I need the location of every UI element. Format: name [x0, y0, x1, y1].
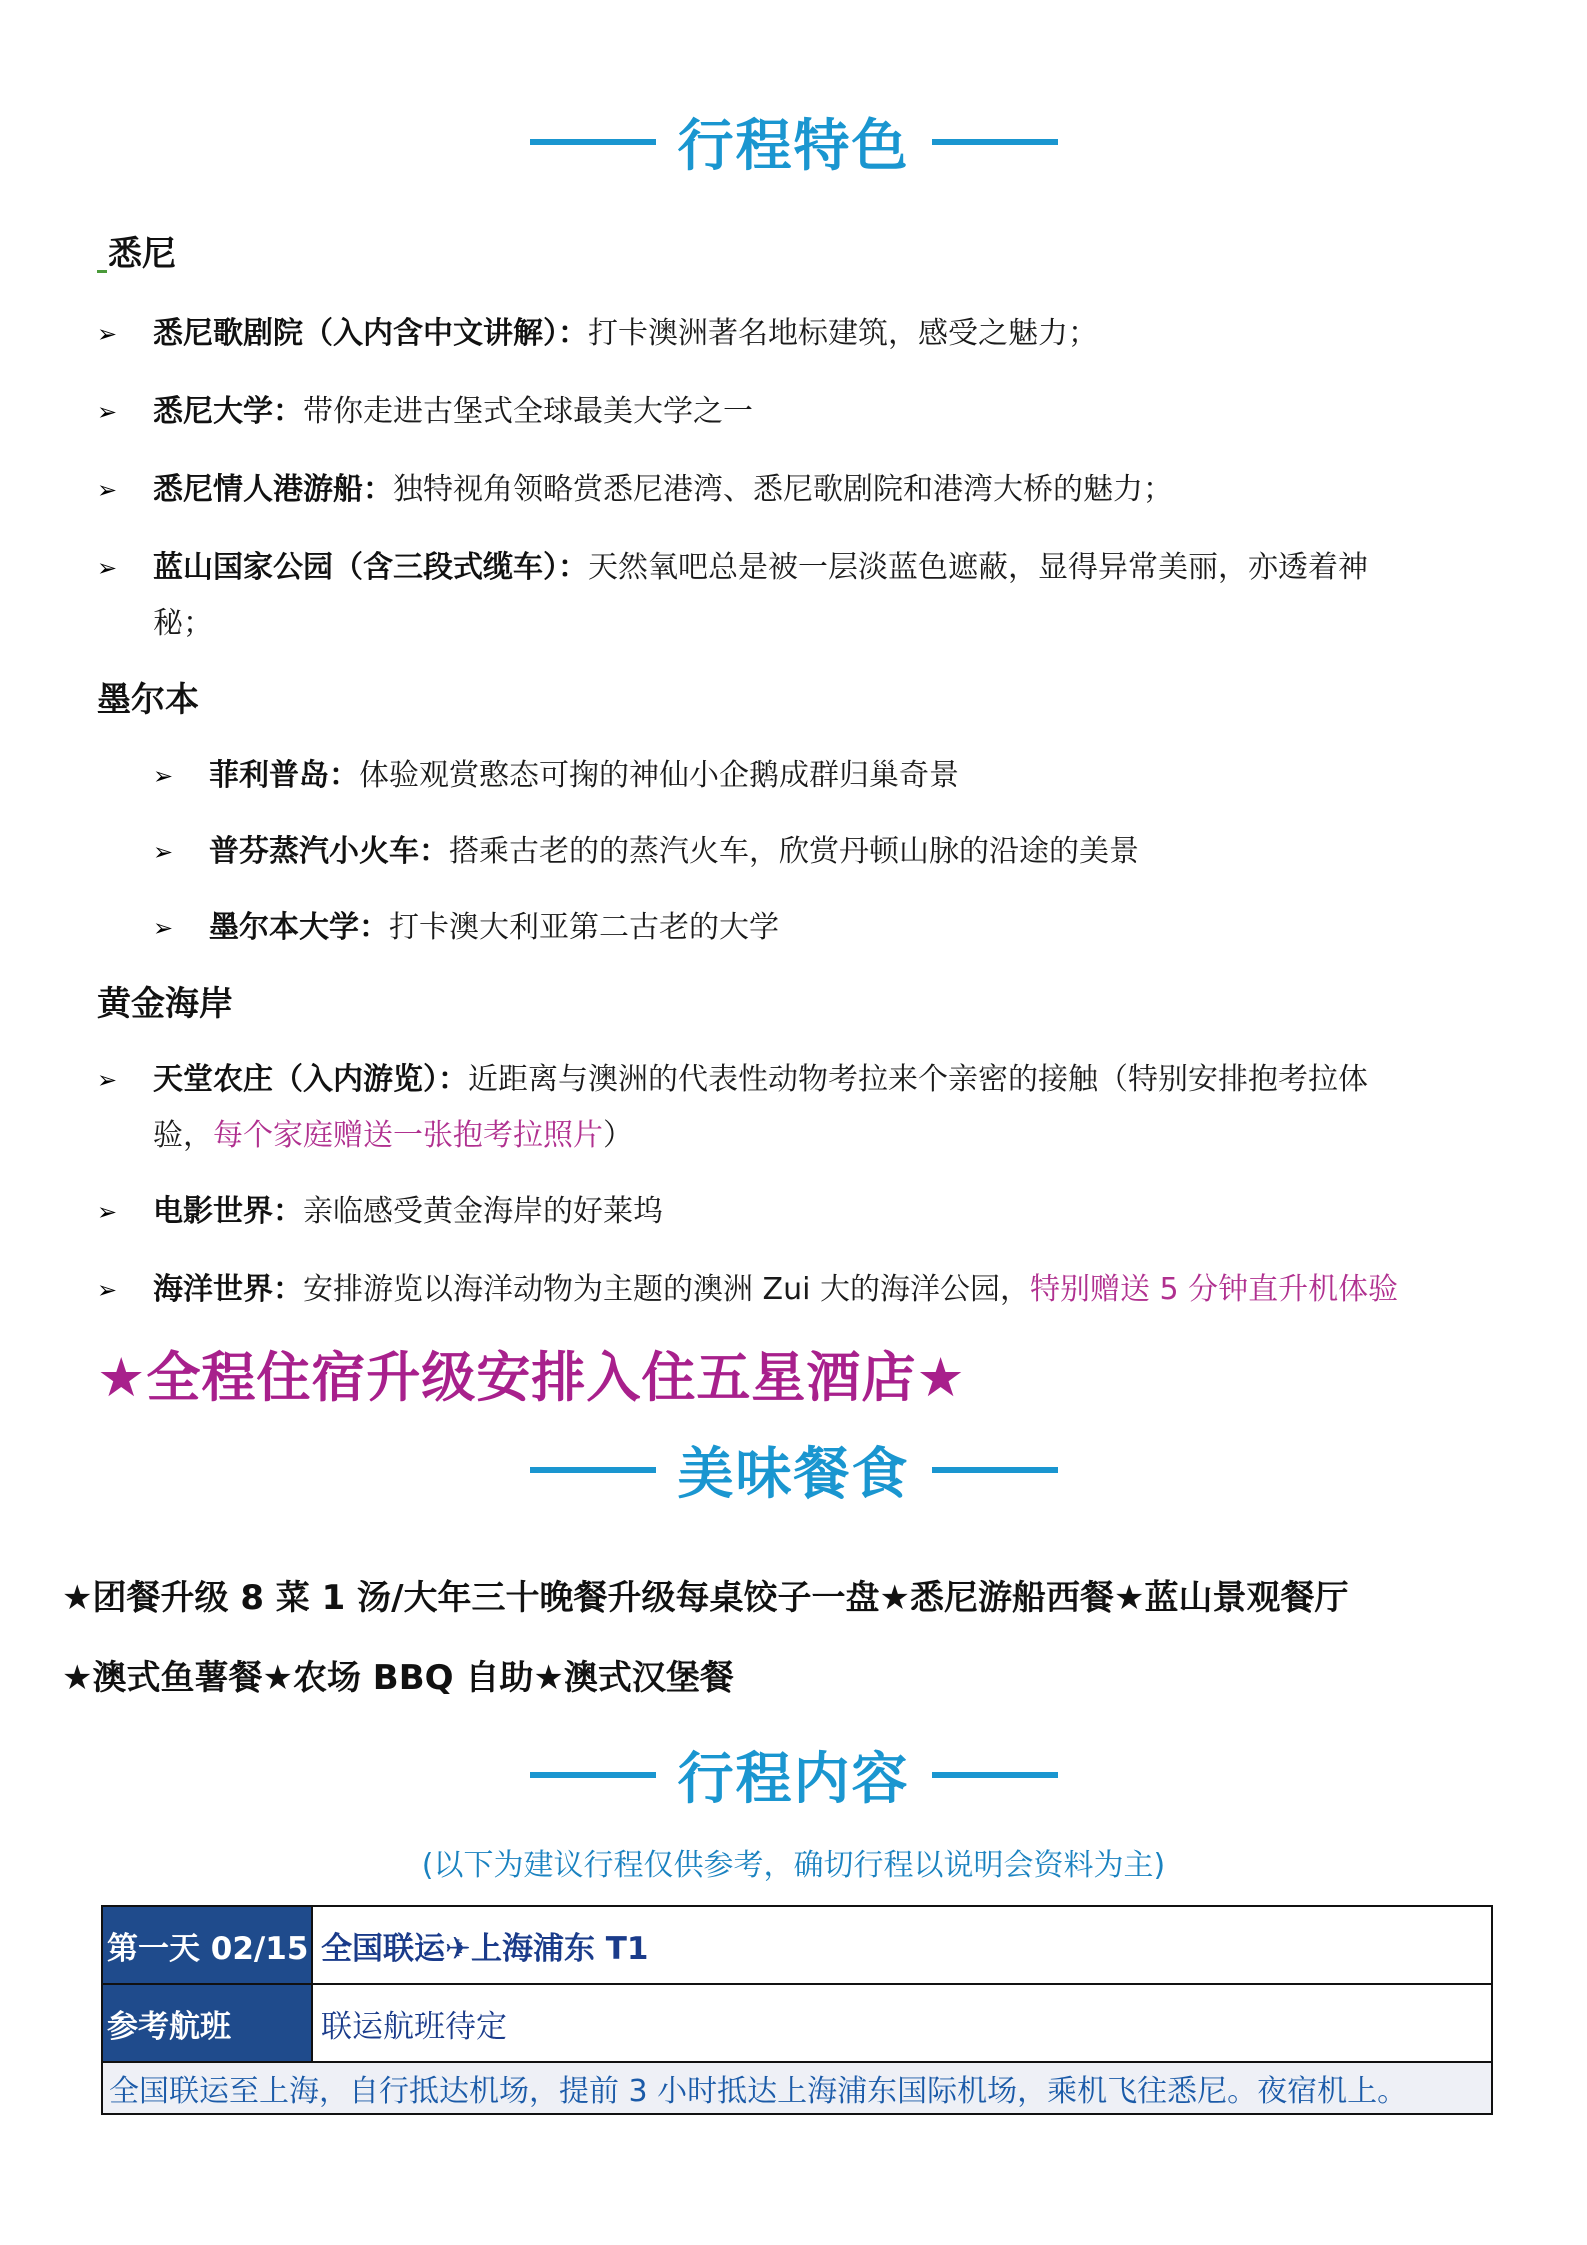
arrow-bullet-icon: ➢ — [97, 476, 118, 504]
item-bold: 悉尼歌剧院（入内含中文讲解）： — [153, 316, 588, 351]
item-bold: 天堂农庄（入内游览）： — [153, 1062, 468, 1097]
arrow-bullet-icon: ➢ — [97, 320, 118, 348]
list-item — [97, 462, 1517, 518]
item-text: 体验观赏憨态可掬的神仙小企鹅成群归巢奇景 — [359, 758, 959, 793]
list-item — [97, 384, 1517, 440]
list-item — [153, 748, 1513, 804]
item-bold: 墨尔本大学： — [209, 910, 389, 945]
hotel-banner: ★全程住宿升级安排入住五星酒店★ — [97, 1346, 966, 1409]
arrow-bullet-icon: ➢ — [97, 1066, 118, 1094]
day-label: 第一天 02/15 — [103, 1907, 311, 1983]
item-text: 打卡澳洲著名地标建筑，感受之魅力； — [588, 316, 1098, 351]
item-text: 验， — [153, 1118, 213, 1153]
heading-line-right — [932, 1772, 1058, 1778]
item-text: 亲临感受黄金海岸的好莱坞 — [303, 1194, 663, 1229]
arrow-bullet-icon: ➢ — [97, 554, 118, 582]
city-title-sydney: 悉尼 — [108, 234, 176, 274]
table-row — [103, 1985, 1491, 2063]
item-bold: 蓝山国家公园（含三段式缆车）： — [153, 550, 588, 585]
meals-line-1: ★团餐升级 8 菜 1 汤/大年三十晚餐升级每桌饺子一盘★悉尼游船西餐★蓝山景观餐厅 — [62, 1578, 1349, 1618]
day-route: 全国联运✈上海浦东 T1 — [311, 1907, 1491, 1983]
list-item — [153, 824, 1513, 880]
item-text: 带你走进古堡式全球最美大学之一 — [303, 394, 753, 429]
city-title-goldcoast: 黄金海岸 — [97, 984, 233, 1024]
heading-line-left — [530, 139, 656, 145]
list-item — [97, 306, 1517, 362]
features-heading-title: 行程特色 — [677, 114, 910, 179]
arrow-bullet-icon: ➢ — [97, 1276, 118, 1304]
arrow-bullet-icon: ➢ — [153, 914, 174, 942]
gift-highlight: 每个家庭赠送一张抱考拉照片 — [213, 1118, 603, 1153]
item-text-continued — [153, 1108, 633, 1164]
item-text-continued: 秘； — [153, 606, 213, 641]
heading-line-right — [932, 139, 1058, 145]
list-item — [97, 540, 1517, 652]
arrow-bullet-icon: ➢ — [97, 398, 118, 426]
item-bold: 电影世界： — [153, 1194, 303, 1229]
meals-heading — [0, 1430, 1587, 1510]
flight-value: 联运航班待定 — [311, 1985, 1491, 2061]
table-row — [103, 2063, 1491, 2113]
list-item — [97, 1184, 1517, 1240]
flight-label: 参考航班 — [103, 1985, 311, 2061]
itinerary-heading — [0, 1735, 1587, 1815]
arrow-bullet-icon: ➢ — [153, 838, 174, 866]
item-text: 安排游览以海洋动物为主题的澳洲 Zui 大的海洋公园， — [303, 1272, 1030, 1307]
heading-line-left — [530, 1772, 656, 1778]
item-bold: 菲利普岛： — [209, 758, 359, 793]
itinerary-heading-title: 行程内容 — [677, 1747, 910, 1812]
item-text: 搭乘古老的的蒸汽火车，欣赏丹顿山脉的沿途的美景 — [449, 834, 1139, 869]
gift-highlight: 特别赠送 5 分钟直升机体验 — [1029, 1272, 1399, 1307]
item-bold: 普芬蒸汽小火车： — [209, 834, 449, 869]
list-item — [97, 1052, 1517, 1164]
item-text: 独特视角领略赏悉尼港湾、悉尼歌剧院和港湾大桥的魅力； — [393, 472, 1173, 507]
itinerary-note: (以下为建议行程仅供参考，确切行程以说明会资料为主) — [421, 1848, 1166, 1883]
heading-line-left — [530, 1467, 656, 1473]
arrow-bullet-icon: ➢ — [153, 762, 174, 790]
table-row — [103, 1907, 1491, 1985]
green-marker — [97, 270, 107, 273]
list-item — [153, 900, 1513, 956]
item-bold: 悉尼大学： — [153, 394, 303, 429]
day-description: 全国联运至上海，自行抵达机场，提前 3 小时抵达上海浦东国际机场，乘机飞往悉尼。夜宿机上。 — [109, 2074, 1408, 2109]
item-bold: 悉尼情人港游船： — [153, 472, 393, 507]
item-bold: 海洋世界： — [153, 1272, 303, 1307]
heading-line-right — [932, 1467, 1058, 1473]
meals-heading-title: 美味餐食 — [677, 1442, 910, 1507]
meals-line-2: ★澳式鱼薯餐★农场 BBQ 自助★澳式汉堡餐 — [62, 1658, 734, 1698]
item-text: 近距离与澳洲的代表性动物考拉来个亲密的接触（特别安排抱考拉体 — [468, 1062, 1368, 1097]
item-text: 打卡澳大利亚第二古老的大学 — [389, 910, 779, 945]
list-item — [97, 1262, 1537, 1318]
arrow-bullet-icon: ➢ — [97, 1198, 118, 1226]
itinerary-table — [101, 1905, 1493, 2115]
item-text: ） — [603, 1118, 633, 1153]
features-heading — [0, 102, 1587, 182]
city-title-melbourne: 墨尔本 — [97, 680, 199, 720]
item-text: 天然氧吧总是被一层淡蓝色遮蔽，显得异常美丽，亦透着神 — [588, 550, 1368, 585]
